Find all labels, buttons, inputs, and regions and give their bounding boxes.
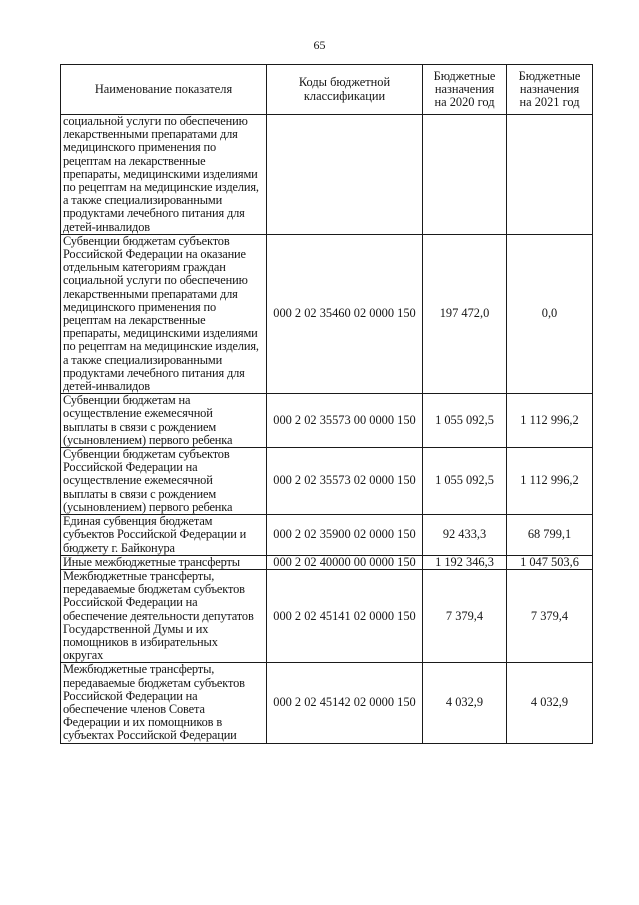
- row-code: 000 2 02 35460 02 0000 150: [267, 234, 423, 393]
- row-code: 000 2 02 45141 02 0000 150: [267, 569, 423, 662]
- row-value-2020: 4 032,9: [423, 663, 507, 743]
- page-number: 65: [313, 38, 326, 52]
- table-header-row: [61, 65, 593, 115]
- header-indicator-name: Наименование показателя: [61, 65, 267, 115]
- row-value-2021: 1 112 996,2: [507, 448, 593, 515]
- table-row: [61, 234, 593, 393]
- row-name: социальной услуги по обеспечению лекарственными препаратами для медицинского применения по рецептам на лекарственные препараты, медицинскими изделиями по рецептам на медицинские изделия, а также специализированными продуктами лечебного питания для детей-инвалидов: [61, 115, 267, 235]
- row-code: 000 2 02 35573 00 0000 150: [267, 394, 423, 448]
- table-row: [61, 115, 593, 235]
- header-budget-2020: Бюджетные назначения на 2020 год: [423, 65, 507, 115]
- row-value-2021: 68 799,1: [507, 515, 593, 556]
- table-row: [61, 448, 593, 515]
- row-value-2021: 4 032,9: [507, 663, 593, 743]
- row-value-2021: 1 047 503,6: [507, 555, 593, 569]
- row-value-2020: 1 192 346,3: [423, 555, 507, 569]
- row-name: Единая субвенция бюджетам субъектов Российской Федерации и бюджету г. Байконура: [61, 515, 267, 556]
- table-row: [61, 569, 593, 662]
- table-row: [61, 515, 593, 556]
- budget-table: [60, 64, 593, 744]
- row-name: Межбюджетные трансферты, передаваемые бюджетам субъектов Российской Федерации на обеспечение членов Совета Федерации и их помощников в субъектах Российской Федерации: [61, 663, 267, 743]
- table-row: [61, 555, 593, 569]
- row-name: Иные межбюджетные трансферты: [61, 555, 267, 569]
- row-code: 000 2 02 35900 02 0000 150: [267, 515, 423, 556]
- row-value-2020: [423, 115, 507, 235]
- header-budget-codes: Коды бюджетной классификации: [267, 65, 423, 115]
- row-name: Субвенции бюджетам субъектов Российской Федерации на осуществление ежемесячной выплаты в связи с рождением (усыновлением) первого ребенка: [61, 448, 267, 515]
- row-value-2021: 7 379,4: [507, 569, 593, 662]
- row-value-2021: 1 112 996,2: [507, 394, 593, 448]
- row-code: [267, 115, 423, 235]
- row-value-2021: [507, 115, 593, 235]
- row-value-2020: 1 055 092,5: [423, 448, 507, 515]
- row-code: 000 2 02 40000 00 0000 150: [267, 555, 423, 569]
- row-value-2021: 0,0: [507, 234, 593, 393]
- row-value-2020: 1 055 092,5: [423, 394, 507, 448]
- row-value-2020: 7 379,4: [423, 569, 507, 662]
- row-name: Субвенции бюджетам субъектов Российской Федерации на оказание отдельным категориям граждан социальной услуги по обеспечению лекарственными препаратами для медицинского применения по рецептам на лекарственные препараты, медицинскими изделиями по рецептам на медицинские изделия, а также специализированными продуктами лечебного питания для детей-инвалидов: [61, 234, 267, 393]
- row-name: Субвенции бюджетам на осуществление ежемесячной выплаты в связи с рождением (усыновлением) первого ребенка: [61, 394, 267, 448]
- row-name: Межбюджетные трансферты, передаваемые бюджетам субъектов Российской Федерации на обеспечение деятельности депутатов Государственной Думы и их помощников в избирательных округах: [61, 569, 267, 662]
- row-code: 000 2 02 45142 02 0000 150: [267, 663, 423, 743]
- row-value-2020: 92 433,3: [423, 515, 507, 556]
- header-budget-2021: Бюджетные назначения на 2021 год: [507, 65, 593, 115]
- table-row: [61, 663, 593, 743]
- table-row: [61, 394, 593, 448]
- row-code: 000 2 02 35573 02 0000 150: [267, 448, 423, 515]
- row-value-2020: 197 472,0: [423, 234, 507, 393]
